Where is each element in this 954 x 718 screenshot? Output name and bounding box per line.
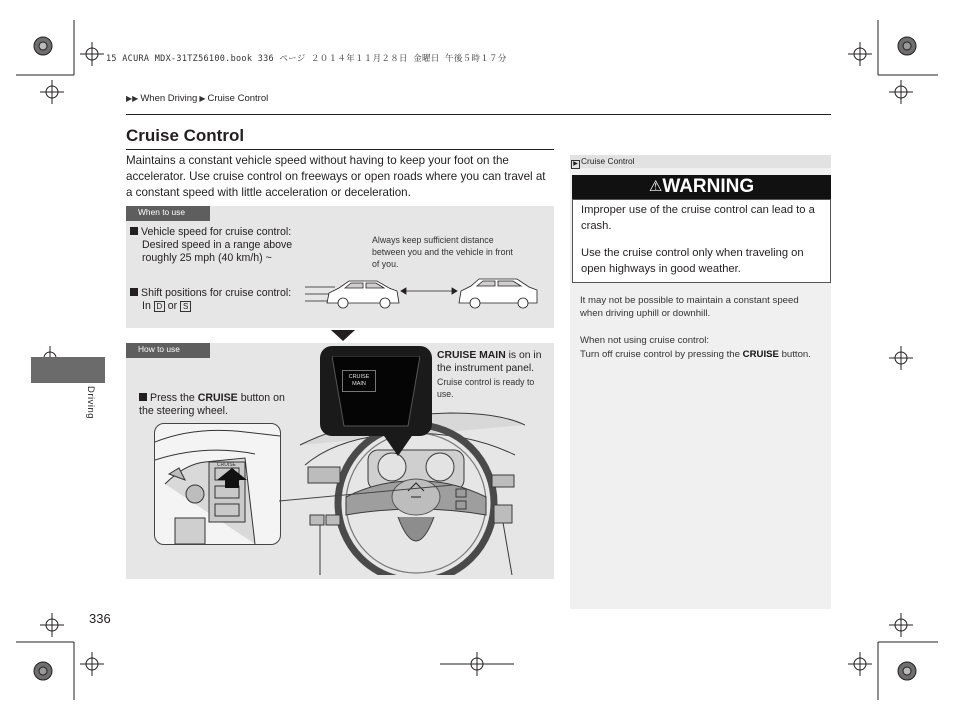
warning-header: [572, 175, 831, 199]
speed-title: Vehicle speed for cruise control:: [130, 226, 291, 239]
when-to-use-tab: When to use: [126, 206, 210, 221]
display-line1: CRUISE: [348, 374, 370, 380]
breadcrumb-arrow-icon: ▶▶: [126, 94, 139, 103]
header-rule: [126, 114, 831, 115]
bullet-square-icon: [139, 393, 147, 401]
warning-paragraph-2: Use the cruise control only when traveling on open highways in good weather.: [581, 247, 804, 275]
warning-box: [572, 199, 831, 283]
car-following-illustration: [305, 275, 545, 311]
title-rule: [126, 149, 554, 150]
warning-title: WARNING: [662, 176, 755, 197]
steering-closeup: [154, 423, 281, 545]
breadcrumb-level2[interactable]: Cruise Control: [207, 93, 269, 104]
warning-paragraph-1: Improper use of the cruise control can lead to a crash.: [581, 204, 815, 232]
print-header: 15 ACURA MDX-31TZ56100.book 336 ページ ２０１４年１１月２８日 金曜日 午後５時１７分: [106, 54, 507, 64]
sidebar-note-2: Turn off cruise control by pressing the CRUISE button.: [580, 349, 811, 360]
down-arrow-icon: [331, 330, 355, 342]
cruise-main-indicator: [342, 370, 376, 392]
press-instruction: Press the CRUISE button on the steering wheel.: [139, 392, 285, 417]
gear-s-icon: S: [180, 301, 191, 312]
bullet-square-icon: [130, 227, 138, 235]
chapter-side-label: Driving: [85, 386, 96, 420]
sidebar-ref-title: Cruise Control: [581, 156, 635, 166]
sidebar-ref-row: [570, 155, 831, 168]
page-number: 336: [89, 611, 111, 626]
instrument-display-callout: [320, 346, 432, 436]
breadcrumb-arrow-icon: ▶: [199, 94, 206, 103]
cruise-main-note: CRUISE MAIN is on in the instrument panel.: [437, 350, 542, 374]
reference-icon: ▶: [571, 160, 580, 169]
speed-desc: Desired speed in a range above roughly 25 mph (40 km/h) ~: [142, 239, 293, 264]
breadcrumb-level1[interactable]: When Driving: [140, 93, 198, 104]
shift-positions: In D or S: [142, 300, 191, 313]
shift-title: Shift positions for cruise control:: [130, 287, 291, 300]
closeup-cruise-label: CRUISE: [217, 462, 236, 468]
gear-d-icon: D: [154, 301, 165, 312]
display-screen: [332, 356, 420, 428]
how-to-use-tab: How to use: [126, 343, 210, 358]
breadcrumb: [126, 93, 268, 104]
ready-note: Cruise control is ready to use.: [437, 377, 535, 399]
press-arrow-icon: [217, 468, 247, 488]
distance-note: Always keep sufficient distance between you and the vehicle in front of you.: [372, 235, 513, 269]
warning-triangle-icon: ⚠: [648, 178, 663, 195]
sidebar-note-1: It may not be possible to maintain a constant speed when driving uphill or downhill.: [580, 295, 799, 319]
chapter-side-tab[interactable]: [31, 357, 105, 383]
bullet-square-icon: [130, 288, 138, 296]
closeup-leader-line: [279, 483, 454, 503]
display-line2: MAIN: [352, 381, 366, 387]
sidebar-note-2-title: When not using cruise control:: [580, 335, 710, 346]
page-title: Cruise Control: [126, 126, 245, 145]
intro-text: Maintains a constant vehicle speed without having to keep your foot on the accelerator. Use cruise control on freeways or open roads where you can travel at a constant speed with little acceleration or deceleration.: [126, 154, 546, 199]
